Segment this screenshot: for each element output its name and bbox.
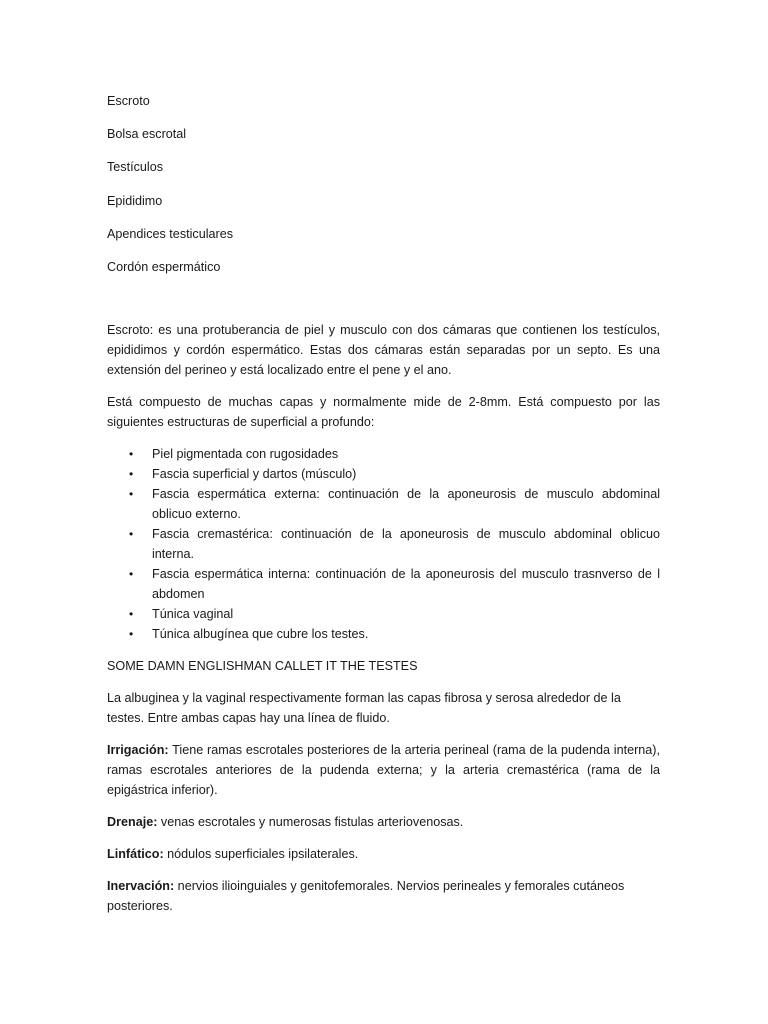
topic-item: Cordón espermático xyxy=(107,259,221,274)
document-body xyxy=(107,320,660,916)
bullet-icon: • xyxy=(129,467,134,481)
bullet-icon: • xyxy=(129,487,134,501)
list-item-text: Túnica vaginal xyxy=(152,607,234,621)
list-item-text: Túnica albugínea que cubre los testes. xyxy=(152,627,369,641)
drenaje-text: venas escrotales y numerosas fistulas arteriovenosas. xyxy=(157,815,464,829)
bullet-icon: • xyxy=(129,607,134,621)
list-item-text: Fascia espermática interna: continuación de la aponeurosis del musculo trasnverso de l abdomen xyxy=(152,567,660,601)
list-item xyxy=(107,444,660,464)
list-item xyxy=(107,624,660,644)
bullet-icon: • xyxy=(129,627,134,641)
paragraph-drenaje xyxy=(107,812,660,832)
paragraph-irrigacion xyxy=(107,740,660,800)
inervacion-text: nervios ilioinguiales y genitofemorales. Nervios perineales y femorales cutáneos posteriores. xyxy=(107,879,625,913)
list-item-text: Fascia espermática externa: continuación de la aponeurosis de musculo abdominal oblicuo externo. xyxy=(152,487,660,521)
list-item xyxy=(107,524,660,564)
paragraph-linfatico xyxy=(107,844,660,864)
irrigacion-text: Tiene ramas escrotales posteriores de la arteria perineal (rama de la pudenda interna), ramas escrotales anteriores de la pudenda externa; y la arteria cremastérica (rama de la epigástrica inferior). xyxy=(107,743,660,797)
drenaje-label: Drenaje: xyxy=(107,815,158,829)
layer-list xyxy=(107,444,660,644)
list-item xyxy=(107,484,660,524)
bullet-icon: • xyxy=(129,447,134,461)
list-item-text: Fascia cremastérica: continuación de la aponeurosis de musculo abdominal oblicuo interna. xyxy=(152,527,660,561)
topic-item: Epididimo xyxy=(107,193,163,208)
bullet-icon: • xyxy=(129,527,134,541)
note-heading: SOME DAMN ENGLISHMAN CALLET IT THE TESTES xyxy=(107,659,418,673)
list-item xyxy=(107,564,660,604)
inervacion-label: Inervación: xyxy=(107,879,175,893)
linfatico-label: Linfático: xyxy=(107,847,164,861)
topic-item: Apendices testiculares xyxy=(107,226,234,241)
linfatico-text: nódulos superficiales ipsilaterales. xyxy=(163,847,359,861)
paragraph-albuginea: La albuginea y la vaginal respectivamente forman las capas fibrosa y serosa alrededor de la testes. Entre ambas capas hay una línea de fluido. xyxy=(107,691,621,725)
topic-item: Escroto xyxy=(107,94,150,108)
list-item xyxy=(107,464,660,484)
list-item-text: Fascia superficial y dartos (músculo) xyxy=(152,467,357,481)
paragraph-inervacion xyxy=(107,876,660,916)
topic-list xyxy=(107,90,507,289)
irrigacion-label: Irrigación: xyxy=(107,743,169,757)
paragraph-escroto: Escroto: es una protuberancia de piel y musculo con dos cámaras que contienen los testículos, epididimos y cordón espermático. Estas dos cámaras están separadas por un septo. Es una extensión del perineo y está localizado entre el pene y el ano. xyxy=(107,323,660,377)
paragraph-capas-intro: Está compuesto de muchas capas y normalmente mide de 2-8mm. Está compuesto por las siguientes estructuras de superficial a profundo: xyxy=(107,395,660,429)
list-item-text: Piel pigmentada con rugosidades xyxy=(152,447,339,461)
topic-item: Bolsa escrotal xyxy=(107,127,187,142)
list-item xyxy=(107,604,660,624)
topic-item: Testículos xyxy=(107,160,163,175)
bullet-icon: • xyxy=(129,567,134,581)
